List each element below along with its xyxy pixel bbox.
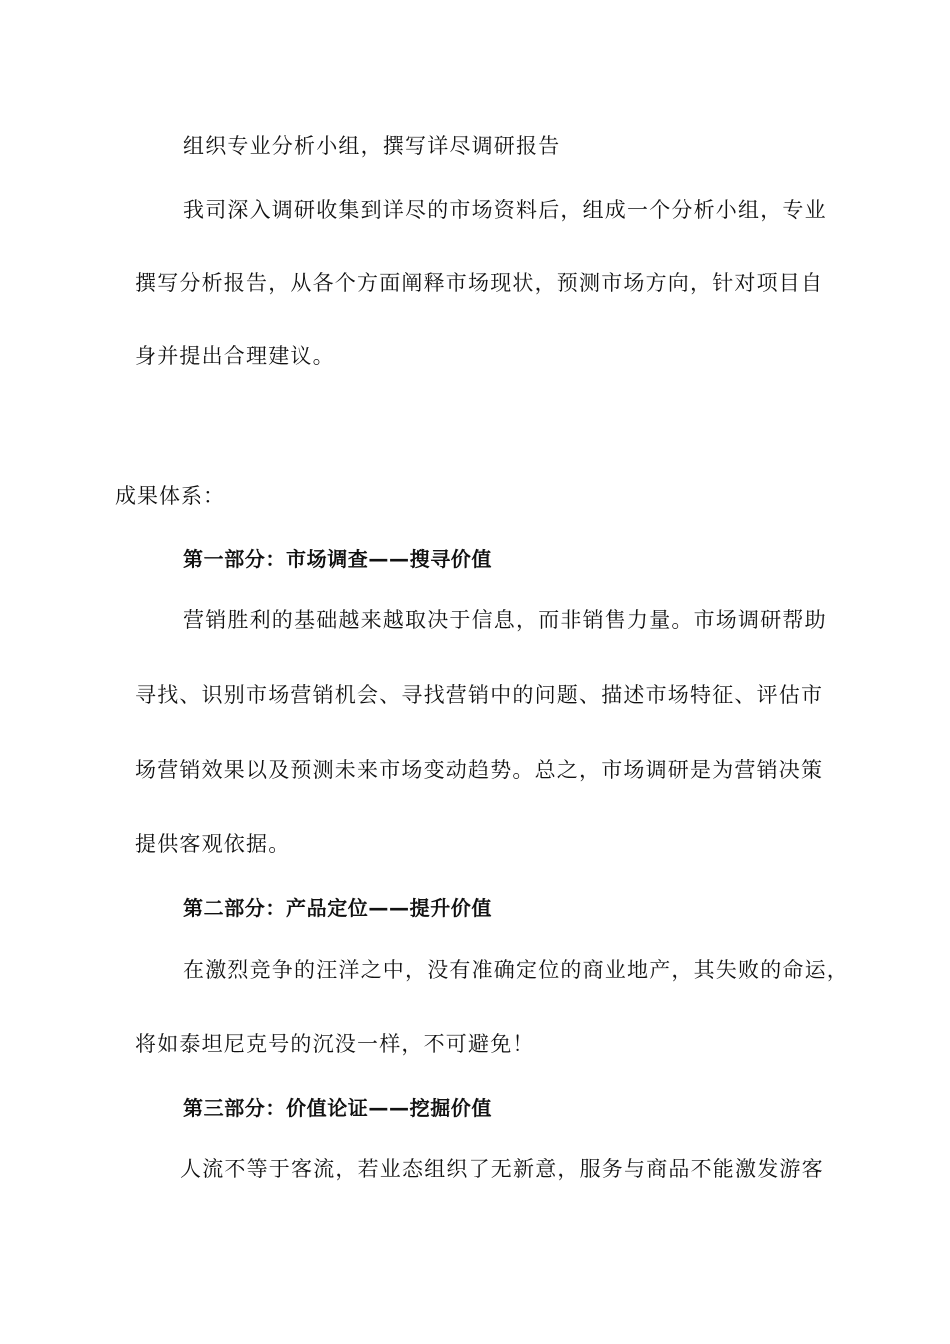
part1-paragraph-line: 场营销效果以及预测未来市场变动趋势。总之，市场调研是为营销决策 [135, 758, 824, 782]
part2-paragraph-line: 在激烈竞争的汪洋之中，没有准确定位的商业地产，其失败的命运， [183, 958, 849, 982]
part2-paragraph-line: 将如泰坦尼克号的沉没一样，不可避免！ [135, 1032, 535, 1056]
results-heading: 成果体系： [115, 484, 225, 508]
part2-heading: 第二部分：产品定位——提升价值 [183, 896, 492, 920]
intro-paragraph-line: 我司深入调研收集到详尽的市场资料后，组成一个分析小组，专业 [183, 198, 827, 222]
part1-heading: 第一部分：市场调查——搜寻价值 [183, 547, 492, 571]
part3-heading: 第三部分：价值论证——挖掘价值 [183, 1096, 492, 1120]
part1-paragraph-line: 提供客观依据。 [135, 832, 291, 856]
part1-paragraph-line: 寻找、识别市场营销机会、寻找营销中的问题、描述市场特征、评估市 [135, 683, 824, 707]
part1-paragraph-line: 营销胜利的基础越来越取决于信息，而非销售力量。市场调研帮助 [183, 608, 827, 632]
intro-paragraph-line: 身并提出合理建议。 [135, 344, 335, 368]
intro-heading: 组织专业分析小组，撰写详尽调研报告 [183, 134, 561, 158]
part3-paragraph-line: 人流不等于客流，若业态组织了无新意，服务与商品不能激发游客 [180, 1157, 824, 1181]
intro-paragraph-line: 撰写分析报告，从各个方面阐释市场现状，预测市场方向，针对项目自 [135, 271, 824, 295]
